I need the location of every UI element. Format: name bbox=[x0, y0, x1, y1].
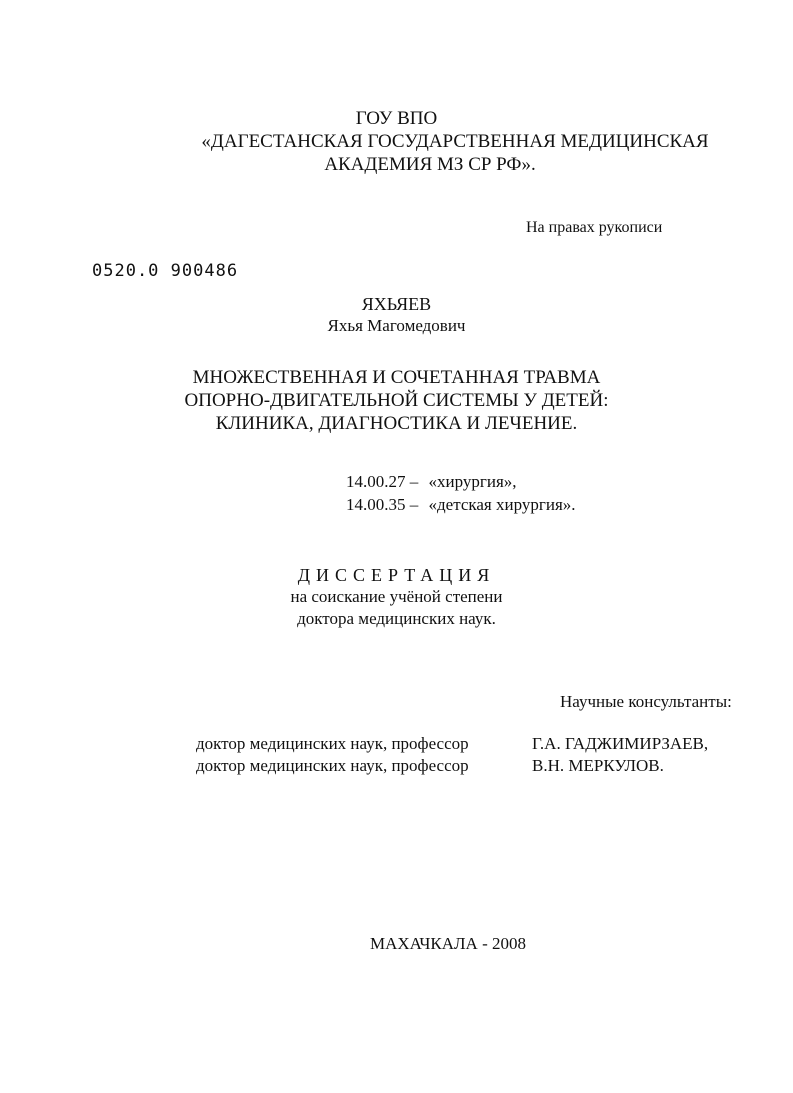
work-type-line1: на соискание учёной степени bbox=[290, 587, 503, 606]
title-line1: МНОЖЕСТВЕННАЯ И СОЧЕТАННАЯ ТРАВМА bbox=[192, 367, 601, 388]
work-type-line2: доктора медицинских наук. bbox=[297, 609, 496, 628]
consultants-heading: Научные консультанты: bbox=[560, 692, 732, 711]
consultant-title: доктор медицинских наук, профессор bbox=[196, 734, 469, 753]
specialty-name: «хирургия», bbox=[428, 472, 517, 491]
consultant-name: Г.А. ГАДЖИМИРЗАЕВ, bbox=[532, 734, 709, 753]
specialty-code: 14.00.27 – bbox=[346, 472, 419, 491]
specialty-row bbox=[346, 493, 576, 516]
title-line3: КЛИНИКА, ДИАГНОСТИКА И ЛЕЧЕНИЕ. bbox=[215, 413, 578, 434]
specialty-row bbox=[346, 470, 517, 493]
footer-city-year: МАХАЧКАЛА - 2008 bbox=[370, 934, 526, 953]
work-type-label: ДИССЕРТАЦИЯ bbox=[297, 565, 496, 585]
consultant-title: доктор медицинских наук, профессор bbox=[196, 756, 469, 775]
author-surname: ЯХЬЯЕВ bbox=[361, 294, 432, 314]
manuscript-note: На правах рукописи bbox=[526, 219, 663, 236]
consultant-name: В.Н. МЕРКУЛОВ. bbox=[532, 756, 664, 775]
institution-line1: ГОУ ВПО bbox=[355, 108, 438, 129]
specialty-code: 14.00.35 – bbox=[346, 495, 419, 514]
specialty-name: «детская хирургия». bbox=[428, 495, 576, 514]
institution-line3: АКАДЕМИЯ МЗ СР РФ». bbox=[324, 154, 536, 175]
institution-line2: «ДАГЕСТАНСКАЯ ГОСУДАРСТВЕННАЯ МЕДИЦИНСКАЯ bbox=[201, 131, 709, 152]
registry-code: 0520.0 900486 bbox=[92, 261, 239, 281]
author-name: Яхья Магомедович bbox=[327, 316, 466, 335]
title-line2: ОПОРНО-ДВИГАТЕЛЬНОЙ СИСТЕМЫ У ДЕТЕЙ: bbox=[184, 390, 609, 411]
